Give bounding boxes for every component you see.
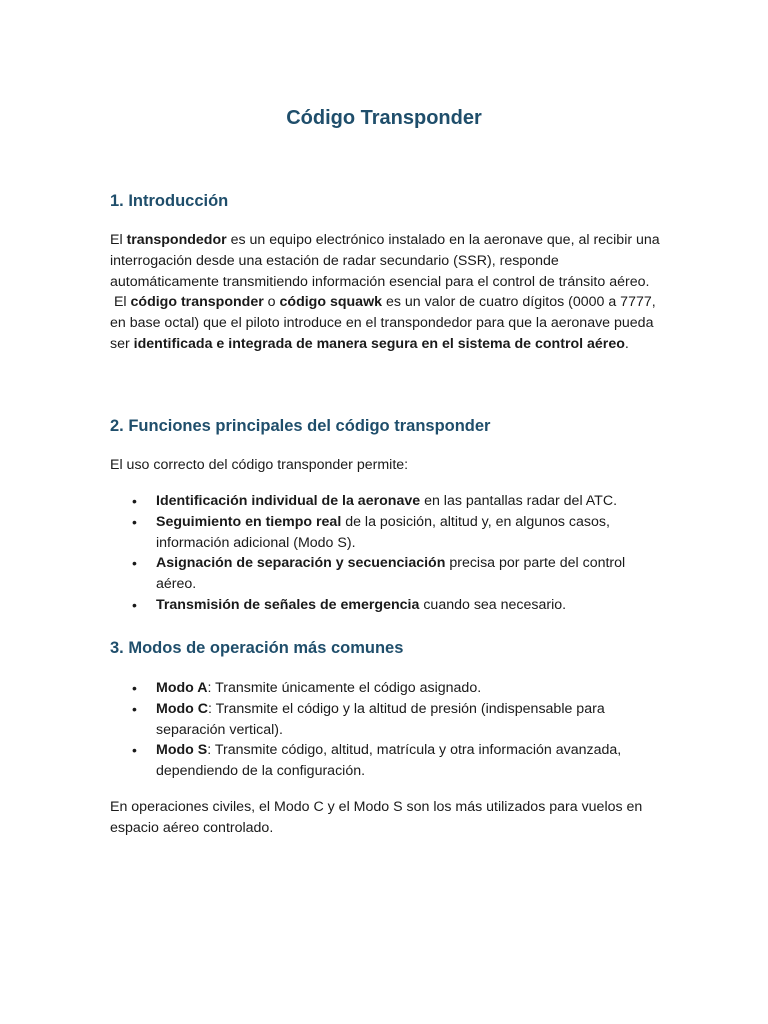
- page-title: Código Transponder: [286, 107, 482, 129]
- bullet-icon: •: [132, 596, 137, 613]
- bullet-icon: •: [132, 680, 137, 696]
- bold-run: transpondedor: [126, 232, 227, 248]
- text-run: es un valor de cuatro dígitos (0000 a 7777, en base octal) que el piloto introduce en el transpondedor para que la aeronave pueda ser: [110, 294, 656, 352]
- bullet-icon: •: [132, 555, 137, 572]
- list-item: [110, 512, 662, 554]
- text-run: en las pantallas radar del ATC.: [420, 493, 618, 509]
- text-run: : Transmite el código y la altitud de presión (indispensable para separación vertical).: [156, 700, 605, 738]
- section-heading-funciones: 2. Funciones principales del código transponder: [110, 417, 491, 435]
- closing-paragraph: En operaciones civiles, el Modo C y el Modo S son los más utilizados para vuelos en espacio aéreo controlado.: [110, 799, 643, 836]
- modes-list: [110, 678, 662, 782]
- bold-run: código transponder: [130, 294, 264, 311]
- list-item: [110, 740, 662, 782]
- bold-run: Modo S: [156, 742, 208, 759]
- text-run: : Transmite únicamente el código asignado.: [207, 680, 482, 696]
- bullet-icon: •: [132, 513, 137, 530]
- bold-run: Modo A: [156, 680, 208, 696]
- list-item: [110, 678, 662, 699]
- text-run: El: [113, 294, 131, 311]
- bold-run: Asignación de separación y secuenciación: [156, 555, 446, 572]
- text-run: : Transmite código, altitud, matrícula y otra información avanzada, dependiendo de la configuración.: [156, 742, 622, 780]
- text-run: cuando sea necesario.: [419, 596, 567, 613]
- bullet-icon: •: [132, 742, 137, 759]
- text-run: .: [624, 335, 629, 352]
- bold-run: Modo C: [156, 700, 209, 717]
- bold-run: Transmisión de señales de emergencia: [156, 596, 420, 613]
- paragraph-codigo-squawk: [110, 292, 662, 354]
- list-item: [110, 491, 662, 512]
- section-heading-introduccion: 1. Introducción: [110, 192, 229, 210]
- bullet-icon: •: [132, 493, 137, 509]
- section-body-introduccion: [110, 230, 662, 355]
- text-run: de la posición, altitud y, en algunos casos, información adicional (Modo S).: [156, 513, 610, 551]
- list-item: [110, 699, 662, 741]
- text-run: o: [263, 294, 280, 311]
- text-run: El: [110, 232, 127, 248]
- text-run: es un equipo electrónico instalado en la aeronave que, al recibir una interrogación desde una estación de radar secundario (SSR), responde automáticamente transmitiendo información esencial para el control de tránsito aéreo.: [110, 232, 660, 290]
- functions-list: [110, 491, 662, 616]
- text-run: precisa por parte del control aéreo.: [156, 555, 626, 593]
- paragraph-transpondedor: [110, 230, 662, 292]
- section-intro-funciones: El uso correcto del código transponder permite:: [110, 457, 409, 473]
- section-heading-modos: 3. Modos de operación más comunes: [110, 639, 404, 657]
- bold-run: código squawk: [279, 294, 382, 311]
- list-item: [110, 553, 662, 595]
- list-item: [110, 595, 662, 616]
- bullet-icon: •: [132, 700, 137, 717]
- bold-run: Seguimiento en tiempo real: [156, 513, 342, 530]
- bold-run: identificada e integrada de manera segura en el sistema de control aéreo: [133, 335, 625, 352]
- bold-run: Identificación individual de la aeronave: [156, 493, 421, 509]
